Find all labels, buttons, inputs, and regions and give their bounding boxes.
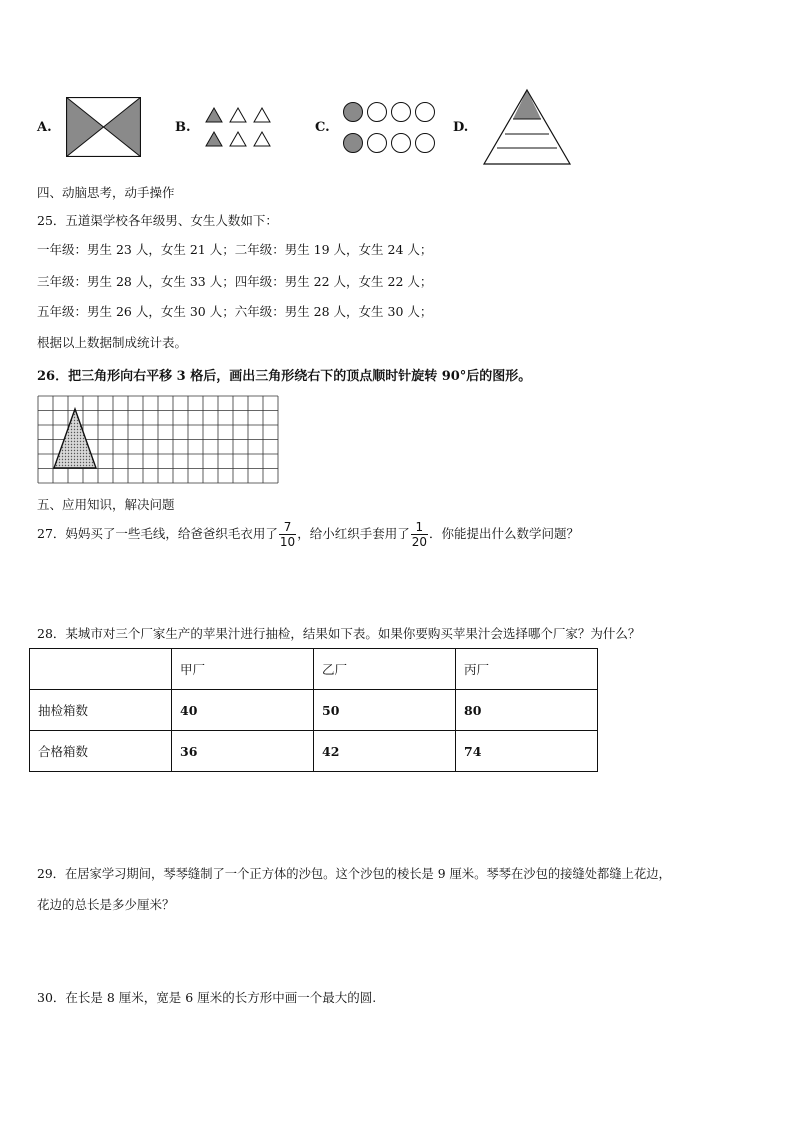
option-c-figure [342,101,438,155]
shaded-triangle-icon [206,108,222,122]
table-cell: 40 [172,690,314,731]
empty-circle-icon [392,103,411,122]
empty-triangle-icon [254,108,270,122]
empty-triangle-icon [230,132,246,146]
q30-text: 30．在长是 8 厘米，宽是 6 厘米的长方形中画一个最大的圆. [37,990,377,1005]
q27-question [37,518,579,550]
q27-part-1: 27．妈妈买了一些毛线，给爸爸织毛衣用了 [37,526,278,541]
shaded-triangle [54,409,96,468]
q25-title: 25．五道渠学校各年级男、女生人数如下： [37,213,278,228]
table-cell: 80 [456,690,598,731]
fraction-denominator: 20 [411,535,427,549]
empty-circle-icon [392,134,411,153]
table-cell: 42 [314,731,456,772]
fraction-seven-tenths [279,520,296,549]
section-5-heading: 五、应用知识，解决问题 [37,497,175,512]
empty-circle-icon [368,134,387,153]
shaded-circle-icon [344,134,363,153]
empty-circle-icon [416,134,435,153]
empty-triangle-icon [230,108,246,122]
table-cell: 50 [314,690,456,731]
option-a-label: A. [37,120,52,135]
q29-line-2: 花边的总长是多少厘米？ [37,897,175,912]
option-c-label: C. [315,120,330,135]
q28-text: 28．某城市对三个厂家生产的苹果汁进行抽检，结果如下表。如果你要购买苹果汁会选择哪个厂家？为什么？ [37,626,641,641]
q29-line-1: 29．在居家学习期间，琴琴缝制了一个正方体的沙包。这个沙包的棱长是 9 厘米。琴琴在沙包的接缝处都缝上花边， [37,867,671,881]
table-header-cell: 乙厂 [314,649,456,690]
q27-part-3: ．你能提出什么数学问题？ [429,526,580,541]
empty-circle-icon [416,103,435,122]
table-cell: 74 [456,731,598,772]
section-4-heading: 四、动脑思考，动手操作 [37,185,175,200]
q26-text: 26．把三角形向右平移 3 格后，画出三角形绕右下的顶点顺时针旋转 90°后的图形。 [37,369,532,384]
q25-line-2: 三年级：男生 28 人，女生 33 人；四年级：男生 22 人，女生 22 人； [37,274,433,289]
shaded-triangle-right [104,97,142,157]
q26-grid [37,395,281,485]
q28-table [29,648,598,772]
empty-circle-icon [368,103,387,122]
table-row-label: 合格箱数 [30,731,172,772]
table-header-cell [30,649,172,690]
fraction-one-twentieth [411,520,428,549]
fraction-numerator: 1 [411,520,428,535]
shaded-circle-icon [344,103,363,122]
q27-part-2: ，给小红织手套用了 [297,526,410,541]
option-d-figure [481,88,573,166]
shaded-apex [513,90,541,119]
option-b-label: B. [175,120,191,135]
empty-triangle-icon [254,132,270,146]
option-a-figure [66,97,141,157]
shaded-triangle-icon [206,132,222,146]
table-row [30,731,598,772]
option-b-figure [205,106,273,148]
q25-line-3: 五年级：男生 26 人，女生 30 人；六年级：男生 28 人，女生 30 人； [37,304,433,319]
table-cell: 36 [172,731,314,772]
table-row-label: 抽检箱数 [30,690,172,731]
option-d-label: D. [453,120,469,135]
table-row [30,690,598,731]
shaded-triangle-left [66,97,104,157]
fraction-numerator: 7 [279,520,296,535]
q25-line-4: 根据以上数据制成统计表。 [37,335,188,350]
table-header-cell: 丙厂 [456,649,598,690]
table-header-row [30,649,598,690]
q25-line-1: 一年级：男生 23 人，女生 21 人；二年级：男生 19 人，女生 24 人； [37,242,433,257]
fraction-denominator: 10 [279,535,296,549]
table-header-cell: 甲厂 [172,649,314,690]
